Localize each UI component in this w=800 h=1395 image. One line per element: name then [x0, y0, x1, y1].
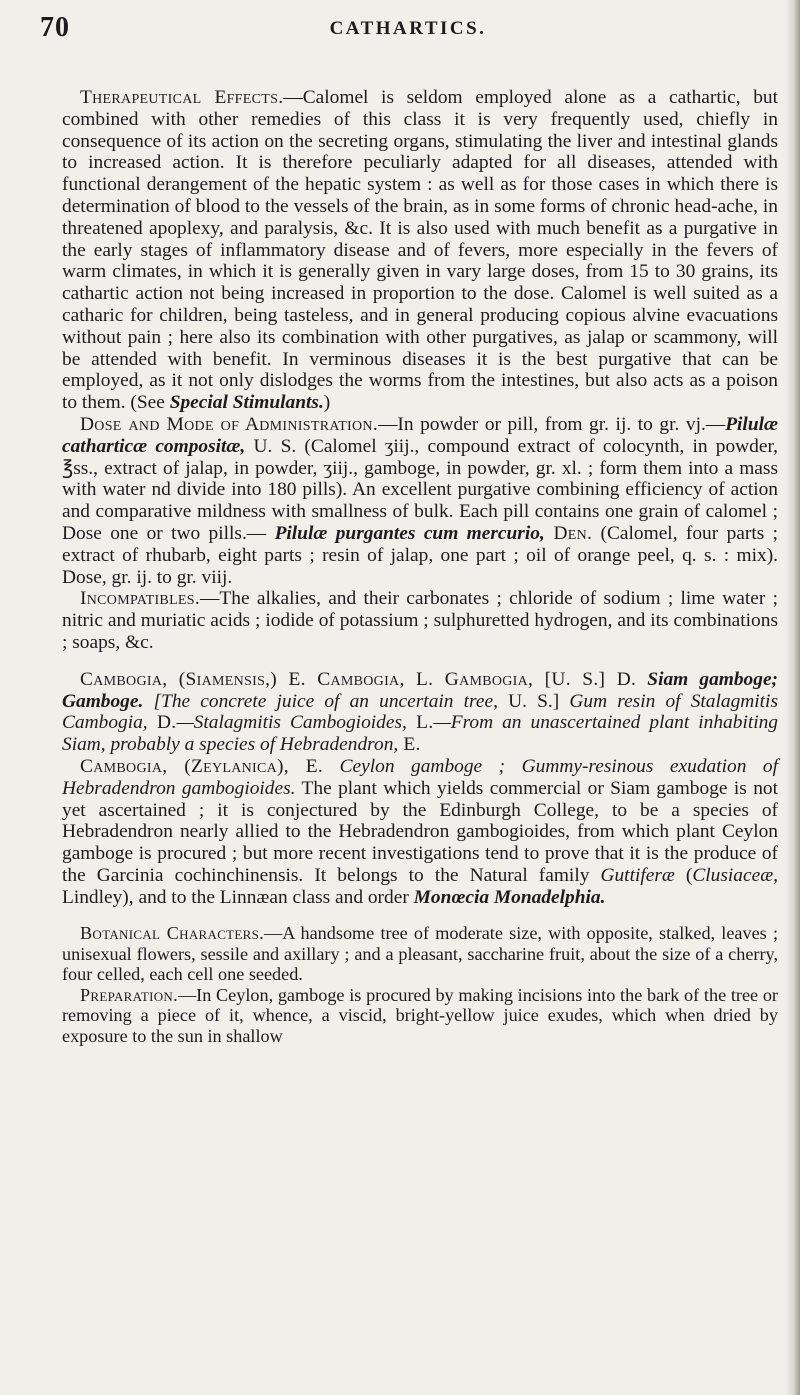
- dose-intro: —In powder or pill, from gr. ij. to gr. vj.—: [378, 413, 726, 435]
- cambogia-from-text: —From an unascertained plant inhabiting Siam, probably a species of Hebradendron,: [62, 712, 778, 756]
- cambogia-ceylon-names: Ceylon gamboge ; Gummy-resinous exudation of Hebradendron gambogioides.: [62, 755, 778, 799]
- family-alt-open: (: [674, 864, 693, 886]
- cambogia-stalagmitis: —Stalagmitis Cambogioides,: [176, 712, 407, 734]
- section-gap: [62, 654, 778, 669]
- running-title: CATHARTICS.: [329, 18, 487, 39]
- family-alt-close: Lindley), and to the Linnæan class and order: [62, 886, 414, 908]
- cambogia-e-label: E.: [398, 734, 421, 756]
- botanical-characters-heading: Botanical Characters.: [80, 923, 264, 944]
- page-text: [62, 87, 778, 1046]
- page-header: [38, 12, 788, 46]
- pill2-name: Pilulæ purgantes cum mercurio,: [274, 522, 545, 544]
- preparation-heading: Preparation.: [80, 984, 178, 1005]
- see-reference: Special Stimulants.: [169, 392, 324, 414]
- cambogia-siam-names: E. Cambogia, L. Gambogia, [U. S.] D.: [277, 668, 637, 690]
- cambogia-ceylon-e-label: E.: [288, 755, 324, 777]
- botanical-characters-body: —A handsome tree of moderate size, with opposite, stalked, leaves ; unisexual flowers, sessile and axillary ; and a pleasant, saccharine fruit, about the size of a cherry, four celled, each cell one seeded.: [62, 923, 778, 985]
- cambogia-english-names: Siam gamboge; Gamboge.: [62, 668, 779, 712]
- incompatibles-paragraph: [62, 588, 778, 653]
- therapeutic-effects-body: —Calomel is seldom employed alone as a cathartic, but combined with other remedies of this class it is very frequently used, chiefly in consequence of its action on the secreting organs, stimulating the liver and intestinal glands to increased action. It is therefore peculiarly adapted for all diseases, attended with functional derangement of the hepatic system : as well as for those cases in which there is determination of blood to the vessels of the brain, as in some forms of chronic head-ache, in threatened apoplexy, and paralysis, &c. It is also used with much benefit as a purgative in the early stages of inflammatory disease and of fevers, more especially in the fevers of warm climates, in which it is generally given in vary large doses, from 15 to 30 grains, its cathartic action not being increased in proportion to the dose. Calomel is well suited as a catharic for children, being tasteless, and in general producing copious alvine evacuations without pain ; here also its combination with other purgatives, as jalap or scammony, will be attended with benefit. In verminous diseases it is the best purgative that can be employed, as it not only dislodges the worms from the intestines, but also acts as a poison to them. (See: [62, 87, 778, 414]
- botanical-characters-paragraph: [62, 923, 778, 984]
- cambogia-bracket-text: [The concrete juice of an uncertain tree,: [153, 690, 498, 712]
- pill2-text: (Calomel, four parts ; extract of rhubarb, eight parts ; resin of jalap, one part ; oil of orange peel, q. s. : mix). Dose, gr. ij. to gr. viij.: [62, 522, 779, 588]
- cambogia-siam-heading: Cambogia, (Siamensis,): [80, 668, 278, 690]
- family-alt: Clusiaceæ,: [692, 864, 778, 886]
- linnaean-order: Monœcia Monadelphia.: [413, 886, 606, 908]
- cambogia-ceylon-heading: Cambogia, (Zeylanica),: [80, 755, 289, 777]
- cambogia-d-label: D.: [147, 712, 177, 734]
- cambogia-gum-resin: Gum resin of Stalagmitis Cambogia,: [62, 690, 778, 734]
- cambogia-l-label: L.: [406, 712, 434, 734]
- section-gap: [62, 908, 778, 923]
- page-spine-shadow: [786, 0, 800, 1395]
- pill2-source: Den.: [544, 522, 593, 544]
- page-number: 70: [40, 12, 70, 43]
- preparation-paragraph: [62, 985, 778, 1046]
- pill1-name: Pilulæ catharticæ compositæ,: [62, 413, 778, 457]
- therapeutic-effects-body-end: ): [323, 392, 331, 414]
- pill1-text: U. S. (Calomel ʒiij., compound extract of colocynth, in powder, ℥ss., extract of jalap, in powder, ʒiij., gamboge, in powder, gr. xl. ; form them into a mass with water nd divide into 180 pills). An excellent purgative combining efficiency of action and comparative mildness with smallness of bulk. Each pill contains one grain of calomel ; Dose one or two pills.—: [62, 435, 778, 544]
- therapeutic-effects-paragraph: [62, 87, 778, 414]
- incompatibles-heading: Incompatibles.: [80, 588, 201, 610]
- incompatibles-body: —The alkalies, and their carbonates ; chloride of sodium ; lime water ; nitric and muriatic acids ; iodide of potassium ; sulphuretted hydrogen, and its combinations ; soaps, &c.: [62, 588, 778, 653]
- cambogia-siam-paragraph: [62, 669, 778, 756]
- natural-family: Guttiferæ: [600, 864, 675, 886]
- cambogia-ceylon-paragraph: [62, 756, 778, 909]
- dose-heading: Dose and Mode of Administration.: [80, 413, 378, 435]
- cambogia-ceylon-body: The plant which yields commercial or Siam gamboge is not yet ascertained ; it is conjectured by the Edinburgh College, to be a species of Hebradendron nearly allied to the Hebradendron gambogioides, from which plant Ceylon gamboge is procured ; but more recent investigations tend to prove that it is the produce of the Garcinia cochinchinensis. It belongs to the Natural family: [62, 777, 778, 886]
- cambogia-bracket-close: U. S.]: [497, 690, 560, 712]
- preparation-body: —In Ceylon, gamboge is procured by making incisions into the bark of the tree or removing a piece of it, whence, a viscid, bright-yellow juice exudes, which when dried by exposure to the sun in shallow: [62, 984, 778, 1046]
- dose-paragraph: [62, 414, 778, 588]
- therapeutic-effects-heading: Therapeutical Effects.: [80, 87, 284, 108]
